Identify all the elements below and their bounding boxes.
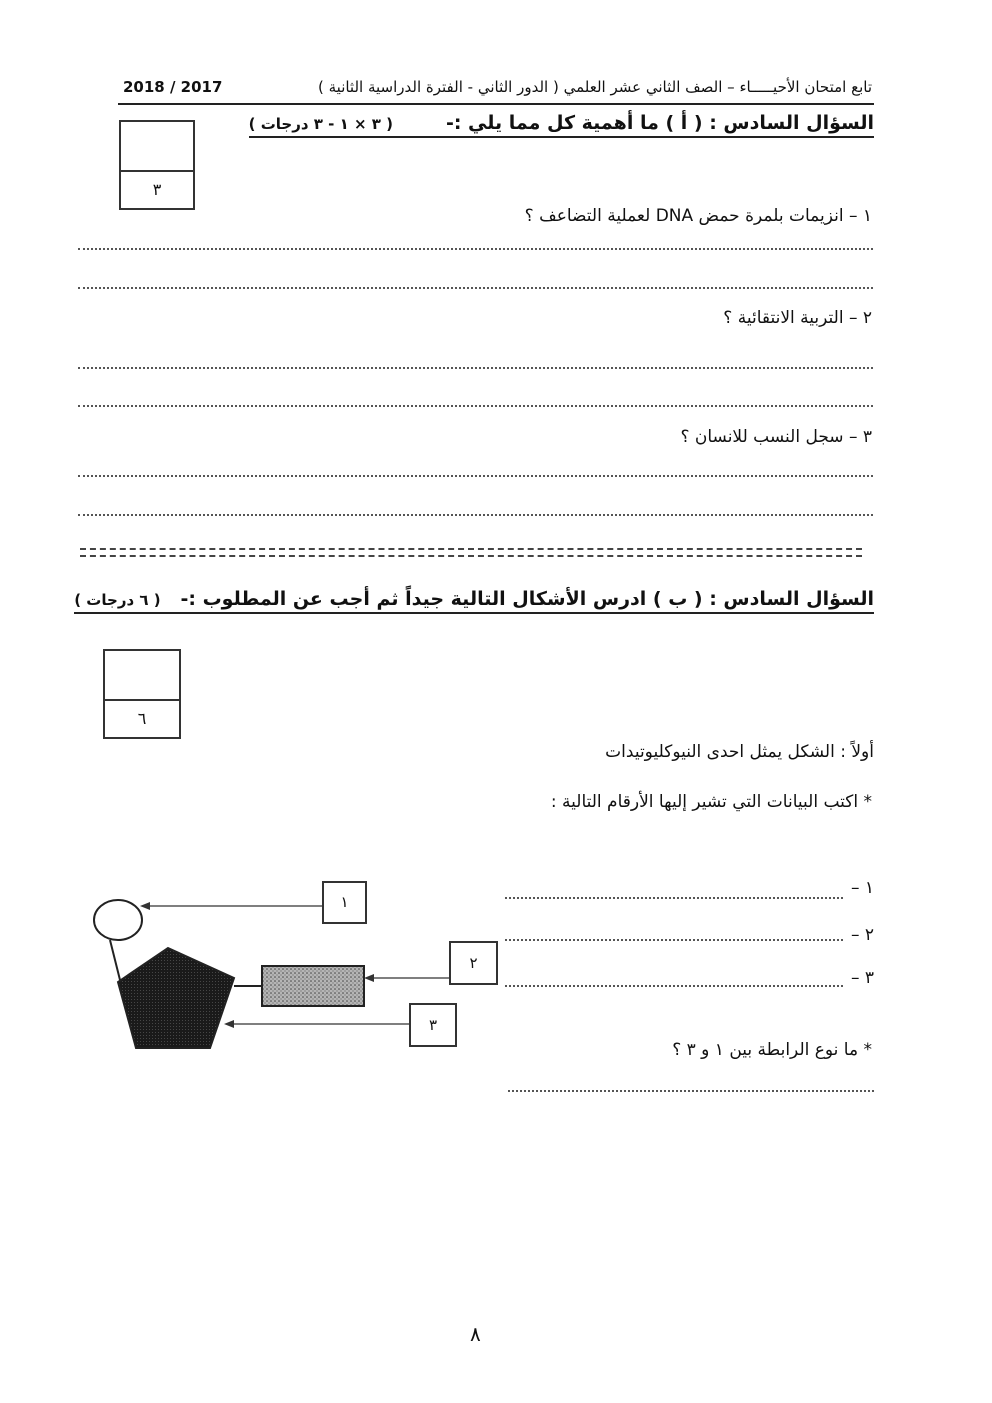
diagram-label-3: ٣	[409, 1003, 457, 1047]
question-6a-label: السؤال السادس : ( أ ) ما أهمية كل مما يلي :-	[445, 112, 874, 134]
diagram-label-2: ٢	[449, 941, 498, 985]
arrow-head-icon	[140, 902, 150, 910]
answer-line[interactable]	[78, 367, 873, 369]
answer-line[interactable]	[78, 405, 873, 407]
grade-box-a	[119, 120, 195, 210]
item-a3: ٣ – سجل النسب للانسان ؟	[680, 427, 872, 447]
question-6b-label: السؤال السادس : ( ب ) ادرس الأشكال التالية جيداً ثم أجب عن المطلوب :-	[180, 588, 874, 610]
answer-line[interactable]	[78, 287, 873, 289]
answer-label-1: ١ –	[850, 878, 874, 898]
question-6b-marks: ( ٦ درجات )	[74, 591, 161, 609]
answer-line[interactable]	[505, 985, 843, 987]
grade-box-a-blank[interactable]	[121, 122, 193, 172]
diagram-label-1: ١	[322, 881, 367, 924]
part-b-instruction: * اكتب البيانات التي تشير إليها الأرقام التالية :	[550, 792, 872, 812]
page-number: ٨	[470, 1322, 481, 1346]
header-divider	[118, 103, 874, 105]
answer-label-3: ٣ –	[850, 968, 874, 988]
grade-box-b-blank[interactable]	[105, 651, 179, 701]
arrow-head-icon	[364, 974, 374, 982]
section-separator	[80, 548, 862, 557]
item-a2: ٢ – التربية الانتقائية ؟	[723, 308, 872, 328]
answer-line[interactable]	[78, 514, 873, 516]
academic-year: 2018 / 2017	[123, 78, 223, 96]
question-6a-title	[249, 112, 874, 134]
answer-label-2: ٢ –	[850, 925, 874, 945]
answer-line[interactable]	[78, 248, 873, 250]
nitrogen-base-rect	[262, 966, 364, 1006]
grade-box-b-score: ٦	[137, 709, 147, 728]
phosphate-sugar-bond	[110, 940, 120, 980]
grade-box-b	[103, 649, 181, 739]
answer-line[interactable]	[508, 1090, 874, 1092]
answer-line[interactable]	[78, 475, 873, 477]
question-6a-marks: ( ٣ × ١ - ٣ درجات )	[248, 115, 394, 133]
question-6b-title	[74, 588, 874, 610]
grade-box-a-score: ٣	[152, 180, 162, 199]
item-a1: ١ – انزيمات بلمرة حمض DNA لعملية التضاعف ؟	[524, 206, 872, 226]
arrow-head-icon	[224, 1020, 234, 1028]
answer-line[interactable]	[505, 897, 843, 899]
exam-header: تابع امتحان الأحيـــــاء – الصف الثاني عشر العلمي ( الدور الثاني - الفترة الدراسية الثانية )	[318, 78, 872, 96]
answer-line[interactable]	[505, 939, 843, 941]
part-b-intro: أولاً : الشكل يمثل احدى النيوكليوتيدات	[605, 742, 874, 762]
sugar-pentagon	[118, 948, 234, 1048]
bond-question: * ما نوع الرابطة بين ١ و ٣ ؟	[672, 1040, 872, 1060]
phosphate-circle	[94, 900, 142, 940]
